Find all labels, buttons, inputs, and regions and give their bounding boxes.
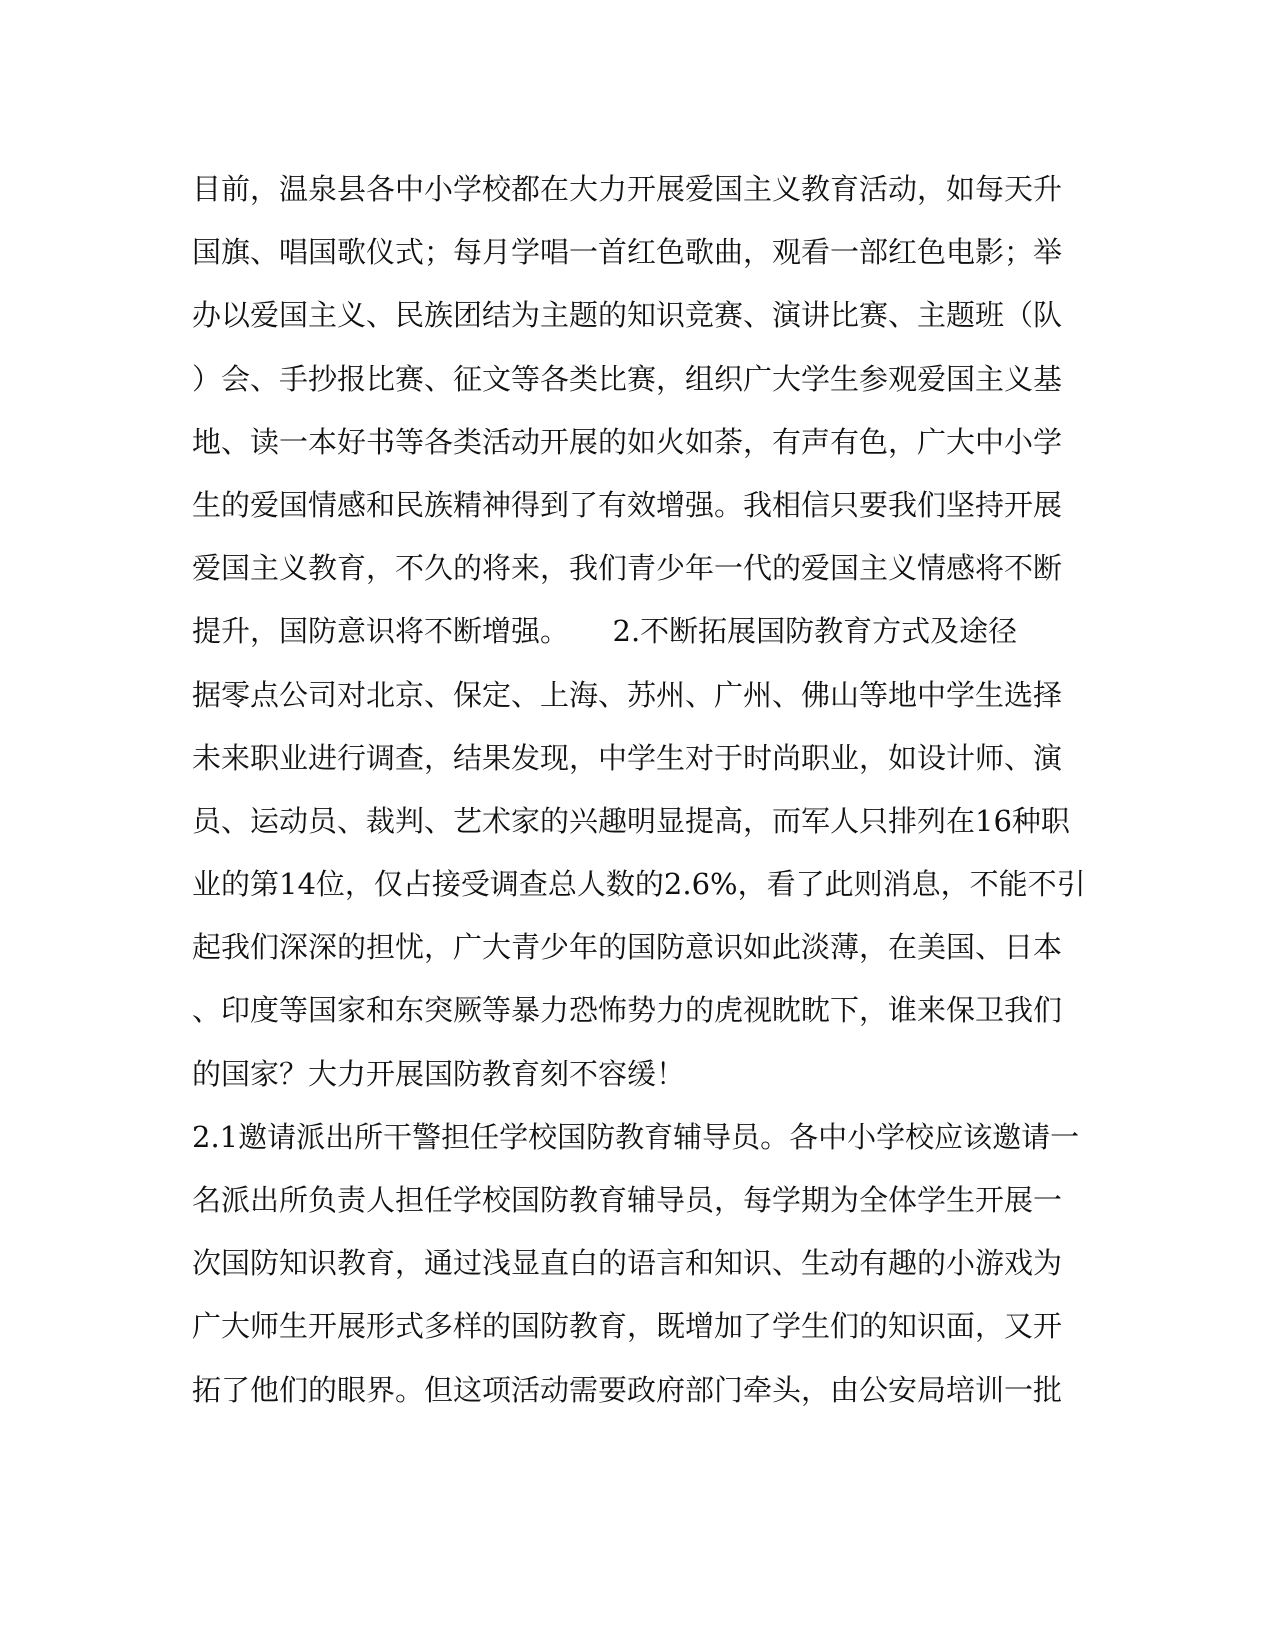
text-line: 办以爱国主义、民族团结为主题的知识竞赛、演讲比赛、主题班（队	[192, 298, 1063, 333]
text-line: 生的爱国情感和民族精神得到了有效增强。我相信只要我们坚持开展	[192, 487, 1063, 522]
text-line: 的国家？大力开展国防教育刻不容缓！	[192, 1056, 686, 1091]
text-line: 地、读一本好书等各类活动开展的如火如荼，有声有色，广大中小学	[192, 424, 1063, 459]
text-line: 员、运动员、裁判、艺术家的兴趣明显提高，而军人只排列在16种职	[192, 803, 1070, 838]
text-line: 2.1邀请派出所干警担任学校国防教育辅导员。各中小学校应该邀请一	[192, 1119, 1080, 1154]
text-line: 名派出所负责人担任学校国防教育辅导员，每学期为全体学生开展一	[192, 1183, 1063, 1217]
text-line: 业的第14位，仅占接受调查总人数的2.6%，看了此则消息，不能不引	[192, 867, 1086, 902]
text-line: 次国防知识教育，通过浅显直白的语言和知识、生动有趣的小游戏为	[192, 1246, 1063, 1281]
text-line: 、印度等国家和东突厥等暴力恐怖势力的虎视眈眈下，谁来保卫我们	[192, 993, 1063, 1028]
text-line: 目前，温泉县各中小学校都在大力开展爱国主义教育活动，如每天升	[192, 172, 1063, 206]
text-line: 拓了他们的眼界。但这项活动需要政府部门牵头，由公安局培训一批	[192, 1372, 1063, 1407]
text-line: 据零点公司对北京、保定、上海、苏州、广州、佛山等地中学生选择	[192, 677, 1063, 712]
text-line: 广大师生开展形式多样的国防教育，既增加了学生们的知识面，又开	[192, 1309, 1063, 1344]
text-line: 起我们深深的担忧，广大青少年的国防意识如此淡薄，在美国、日本	[192, 930, 1063, 965]
body-text	[192, 158, 1092, 1422]
text-line: 提升，国防意识将不断增强。 2.不断拓展国防教育方式及途径	[192, 614, 1018, 649]
text-line: 国旗、唱国歌仪式；每月学唱一首红色歌曲，观看一部红色电影；举	[192, 235, 1063, 270]
text-line: ）会、手抄报比赛、征文等各类比赛，组织广大学生参观爱国主义基	[192, 361, 1063, 396]
text-line: 爱国主义教育，不久的将来，我们青少年一代的爱国主义情感将不断	[192, 551, 1063, 586]
text-line: 未来职业进行调查，结果发现，中学生对于时尚职业，如设计师、演	[192, 740, 1063, 775]
